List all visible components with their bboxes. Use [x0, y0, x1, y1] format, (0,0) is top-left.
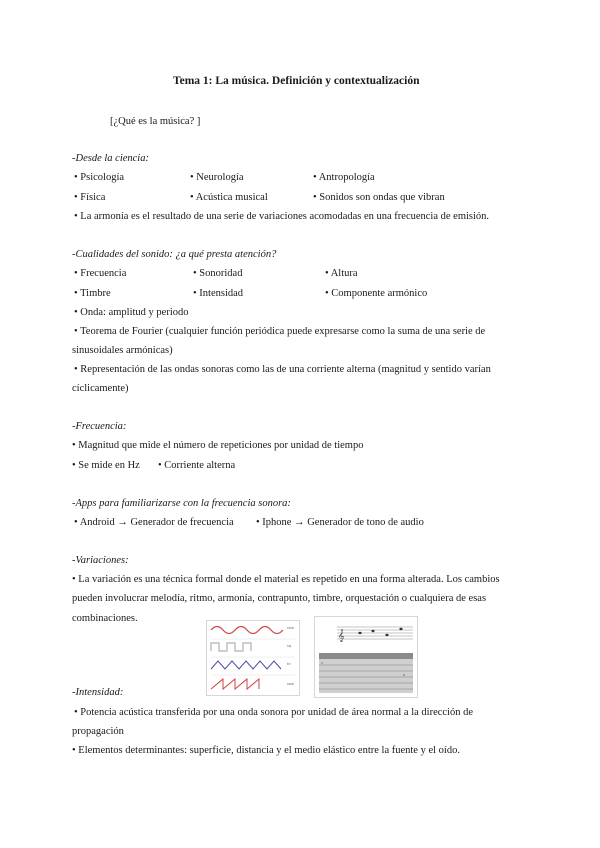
svg-text:2: 2	[403, 673, 405, 677]
section-heading-variaciones: -Variaciones:	[72, 555, 129, 566]
list-item: • Componente armónico	[325, 288, 428, 299]
list-item: • Intensidad	[193, 288, 244, 299]
svg-text:saw: saw	[287, 682, 294, 686]
list-item: • Física	[74, 192, 106, 203]
list-item: • Psicología	[74, 172, 125, 183]
list-item-cont: propagación	[72, 726, 124, 737]
list-item: • Onda: amplitud y periodo	[74, 307, 189, 318]
svg-text:𝄞: 𝄞	[338, 629, 345, 642]
waveforms-graphic	[207, 621, 299, 695]
list-item: • Iphone → Generador de tono de audio	[256, 517, 424, 528]
svg-text:1: 1	[321, 661, 323, 665]
section-heading-apps: -Apps para familiarizarse con la frecuencia sonora:	[72, 498, 291, 509]
list-item: • Acústica musical	[190, 192, 268, 203]
list-item: • Representación de las ondas sonoras como las de una corriente alterna (magnitud y sentido varían	[74, 364, 491, 375]
list-item: • Antropología	[313, 172, 375, 183]
list-item: • Altura	[325, 268, 358, 279]
list-item: • Neurología	[190, 172, 244, 183]
list-item: • Elementos determinantes: superficie, distancia y el medio elástico entre la fuente y el oído.	[72, 745, 460, 756]
svg-text:sine: sine	[287, 626, 295, 630]
list-item: • Sonidos son ondas que vibran	[313, 192, 445, 203]
svg-text:tri: tri	[287, 662, 291, 666]
list-item: • Potencia acústica transferida por una onda sonora por unidad de área normal a la dirección de	[74, 707, 474, 718]
notation-spectrogram-figure	[314, 616, 418, 698]
section-heading-cualidades: -Cualidades del sonido: ¿a qué presta atención?	[72, 249, 277, 260]
list-item: • Android → Generador de frecuencia	[74, 517, 234, 528]
section-heading-ciencia: -Desde la ciencia:	[72, 153, 149, 164]
section-heading-intensidad: -Intensidad:	[72, 687, 124, 698]
paragraph-line: pueden involucrar melodía, ritmo, armonía, contrapunto, timbre, orquestación o cualquiera de esas	[72, 593, 487, 604]
list-item: • Corriente alterna	[158, 460, 236, 471]
question: [¿Qué es la música? ]	[110, 116, 201, 127]
list-item: • Timbre	[74, 288, 111, 299]
list-item-cont: cíclicamente)	[72, 383, 129, 394]
spectrogram-graphic	[315, 617, 417, 697]
list-item: • Sonoridad	[193, 268, 243, 279]
paragraph-line: combinaciones.	[72, 613, 138, 624]
list-item: • La armonía es el resultado de una serie de variaciones acomodadas en una frecuencia de emisión.	[74, 211, 490, 222]
list-item-cont: sinusoidales armónicas)	[72, 345, 173, 356]
section-heading-frecuencia: -Frecuencia:	[72, 421, 127, 432]
paragraph-line: • La variación es una técnica formal donde el material es repetido en una forma alterada. Los cambios	[72, 574, 500, 585]
list-item: • Frecuencia	[74, 268, 127, 279]
list-item: • Magnitud que mide el número de repeticiones por unidad de tiempo	[72, 440, 364, 451]
list-item: • Teorema de Fourier (cualquier función periódica puede expresarse como la suma de una serie de	[74, 326, 486, 337]
svg-text:sq: sq	[287, 644, 292, 648]
page-title: Tema 1: La música. Definición y contextualización	[173, 75, 420, 87]
waveforms-figure	[206, 620, 300, 696]
list-item: • Se mide en Hz	[72, 460, 140, 471]
